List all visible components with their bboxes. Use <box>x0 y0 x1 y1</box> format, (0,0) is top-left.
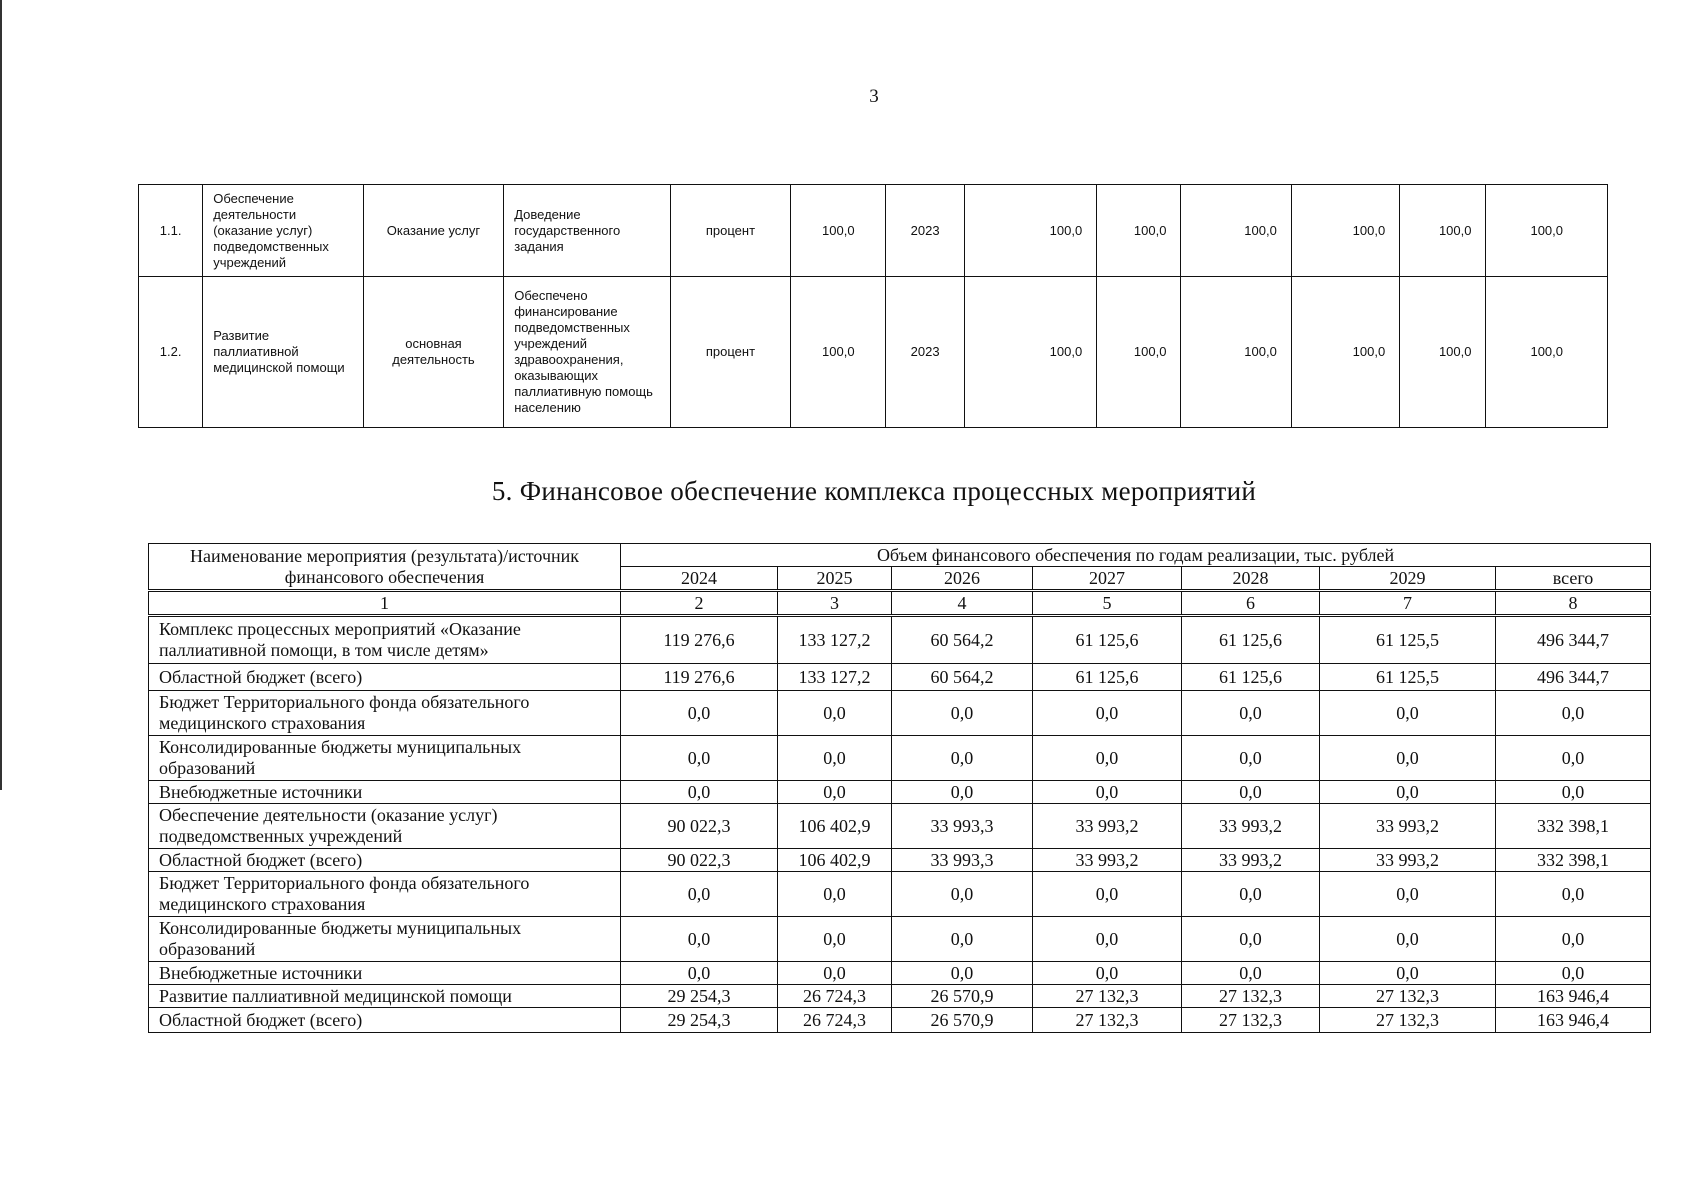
indicator-name: Обеспечение деятельности (оказание услуг) подведомственных учреждений <box>203 185 364 277</box>
value-2029: 100,0 <box>1486 185 1608 277</box>
value-year: 0,0 <box>621 962 778 985</box>
value-total: 0,0 <box>1496 917 1651 962</box>
table-row <box>149 736 1651 781</box>
base-year: 2023 <box>886 185 964 277</box>
source-name: Областной бюджет (всего) <box>149 849 621 872</box>
value-year: 0,0 <box>1033 736 1182 781</box>
finance-table <box>148 543 1651 1033</box>
indicator-result: Обеспечено финансирование подведомственных учреждений здравоохранения, оказывающих паллиативную помощь населению <box>504 277 671 428</box>
header-year: 2029 <box>1320 567 1496 591</box>
value-2026: 100,0 <box>1181 277 1291 428</box>
value-year: 0,0 <box>1182 917 1320 962</box>
value-total: 496 344,7 <box>1496 664 1651 691</box>
value-year: 61 125,6 <box>1182 664 1320 691</box>
base-value: 100,0 <box>791 185 886 277</box>
value-total: 163 946,4 <box>1496 1008 1651 1033</box>
value-year: 90 022,3 <box>621 804 778 849</box>
value-year: 0,0 <box>621 736 778 781</box>
table-row <box>149 781 1651 804</box>
indicator-result: Доведение государственного задания <box>504 185 671 277</box>
value-total: 0,0 <box>1496 691 1651 736</box>
value-year: 0,0 <box>1182 691 1320 736</box>
source-name: Бюджет Территориального фонда обязательного медицинского страхования <box>149 872 621 917</box>
value-2028: 100,0 <box>1400 277 1486 428</box>
value-year: 26 570,9 <box>892 985 1033 1008</box>
header-volume: Объем финансового обеспечения по годам реализации, тыс. рублей <box>621 544 1651 567</box>
finance-table-body <box>149 616 1651 1033</box>
value-year: 33 993,3 <box>892 804 1033 849</box>
value-2024: 100,0 <box>964 277 1096 428</box>
table-row <box>139 277 1608 428</box>
value-2024: 100,0 <box>964 185 1096 277</box>
value-year: 27 132,3 <box>1033 1008 1182 1033</box>
value-year: 0,0 <box>892 872 1033 917</box>
value-year: 29 254,3 <box>621 1008 778 1033</box>
header-year: 2026 <box>892 567 1033 591</box>
header-total: всего <box>1496 567 1651 591</box>
value-year: 90 022,3 <box>621 849 778 872</box>
table-row <box>149 962 1651 985</box>
base-year: 2023 <box>886 277 964 428</box>
column-index: 4 <box>892 591 1033 616</box>
indicator-unit: процент <box>670 277 790 428</box>
value-year: 33 993,2 <box>1320 804 1496 849</box>
value-year: 0,0 <box>621 691 778 736</box>
value-year: 60 564,2 <box>892 616 1033 664</box>
source-name: Развитие паллиативной медицинской помощи <box>149 985 621 1008</box>
source-name: Областной бюджет (всего) <box>149 1008 621 1033</box>
value-year: 0,0 <box>1033 962 1182 985</box>
value-year: 0,0 <box>778 917 892 962</box>
source-name: Обеспечение деятельности (оказание услуг) подведомственных учреждений <box>149 804 621 849</box>
value-year: 61 125,6 <box>1033 616 1182 664</box>
page-number: 3 <box>869 86 879 107</box>
indicator-table <box>138 184 1608 428</box>
value-2027: 100,0 <box>1291 277 1399 428</box>
value-year: 0,0 <box>1182 872 1320 917</box>
value-year: 33 993,3 <box>892 849 1033 872</box>
value-year: 0,0 <box>778 962 892 985</box>
value-year: 133 127,2 <box>778 664 892 691</box>
value-year: 0,0 <box>1320 736 1496 781</box>
header-name-column: Наименование мероприятия (результата)/источник финансового обеспечения <box>149 544 621 591</box>
value-year: 0,0 <box>778 736 892 781</box>
value-year: 0,0 <box>892 781 1033 804</box>
value-year: 27 132,3 <box>1033 985 1182 1008</box>
value-year: 29 254,3 <box>621 985 778 1008</box>
value-year: 33 993,2 <box>1033 804 1182 849</box>
source-name: Внебюджетные источники <box>149 962 621 985</box>
value-year: 106 402,9 <box>778 849 892 872</box>
value-total: 0,0 <box>1496 872 1651 917</box>
table-row <box>149 804 1651 849</box>
value-year: 27 132,3 <box>1320 1008 1496 1033</box>
value-year: 26 724,3 <box>778 985 892 1008</box>
column-index: 5 <box>1033 591 1182 616</box>
value-year: 0,0 <box>1320 962 1496 985</box>
value-year: 33 993,2 <box>1182 804 1320 849</box>
value-year: 0,0 <box>1033 917 1182 962</box>
value-2025: 100,0 <box>1097 185 1181 277</box>
value-year: 33 993,2 <box>1320 849 1496 872</box>
column-index: 3 <box>778 591 892 616</box>
table-row <box>149 872 1651 917</box>
value-year: 26 570,9 <box>892 1008 1033 1033</box>
table-row <box>149 664 1651 691</box>
table-row <box>139 185 1608 277</box>
value-year: 60 564,2 <box>892 664 1033 691</box>
value-year: 33 993,2 <box>1182 849 1320 872</box>
header-year: 2028 <box>1182 567 1320 591</box>
value-year: 33 993,2 <box>1033 849 1182 872</box>
table-row <box>149 849 1651 872</box>
value-year: 0,0 <box>1320 917 1496 962</box>
value-year: 0,0 <box>1182 781 1320 804</box>
value-year: 0,0 <box>778 781 892 804</box>
row-number: 1.2. <box>139 277 203 428</box>
column-index: 1 <box>149 591 621 616</box>
source-name: Консолидированные бюджеты муниципальных образований <box>149 917 621 962</box>
value-2028: 100,0 <box>1400 185 1486 277</box>
value-year: 0,0 <box>778 691 892 736</box>
scan-edge-line <box>0 0 2 790</box>
value-year: 61 125,6 <box>1033 664 1182 691</box>
value-year: 0,0 <box>892 962 1033 985</box>
value-year: 61 125,6 <box>1182 616 1320 664</box>
column-index: 6 <box>1182 591 1320 616</box>
value-year: 0,0 <box>892 917 1033 962</box>
indicator-unit: процент <box>670 185 790 277</box>
column-index-row <box>149 591 1651 616</box>
indicator-type: основная деятельность <box>363 277 503 428</box>
column-index: 2 <box>621 591 778 616</box>
value-total: 496 344,7 <box>1496 616 1651 664</box>
column-index: 8 <box>1496 591 1651 616</box>
value-year: 27 132,3 <box>1320 985 1496 1008</box>
value-year: 0,0 <box>778 872 892 917</box>
value-year: 0,0 <box>1320 691 1496 736</box>
value-year: 119 276,6 <box>621 616 778 664</box>
indicator-name: Развитие паллиативной медицинской помощи <box>203 277 364 428</box>
table-row <box>149 1008 1651 1033</box>
value-year: 133 127,2 <box>778 616 892 664</box>
value-2027: 100,0 <box>1291 185 1399 277</box>
value-year: 0,0 <box>1033 781 1182 804</box>
header-year: 2025 <box>778 567 892 591</box>
value-year: 0,0 <box>892 691 1033 736</box>
value-year: 0,0 <box>1320 872 1496 917</box>
source-name: Внебюджетные источники <box>149 781 621 804</box>
table-row <box>149 691 1651 736</box>
value-year: 61 125,5 <box>1320 664 1496 691</box>
value-year: 0,0 <box>621 917 778 962</box>
value-year: 0,0 <box>621 872 778 917</box>
value-2029: 100,0 <box>1486 277 1608 428</box>
value-year: 27 132,3 <box>1182 1008 1320 1033</box>
header-year: 2024 <box>621 567 778 591</box>
indicator-type: Оказание услуг <box>363 185 503 277</box>
value-year: 0,0 <box>1182 962 1320 985</box>
table-row <box>149 616 1651 664</box>
source-name: Бюджет Территориального фонда обязательного медицинского страхования <box>149 691 621 736</box>
section-title: 5. Финансовое обеспечение комплекса процессных мероприятий <box>491 476 1257 506</box>
value-year: 0,0 <box>1033 872 1182 917</box>
value-total: 332 398,1 <box>1496 804 1651 849</box>
value-total: 0,0 <box>1496 736 1651 781</box>
value-year: 0,0 <box>1182 736 1320 781</box>
value-total: 0,0 <box>1496 781 1651 804</box>
value-total: 163 946,4 <box>1496 985 1651 1008</box>
table-row <box>149 917 1651 962</box>
table-row <box>149 985 1651 1008</box>
value-year: 0,0 <box>1033 691 1182 736</box>
value-year: 0,0 <box>621 781 778 804</box>
base-value: 100,0 <box>791 277 886 428</box>
value-2026: 100,0 <box>1181 185 1291 277</box>
source-name: Комплекс процессных мероприятий «Оказание паллиативной помощи, в том числе детям» <box>149 616 621 664</box>
value-total: 332 398,1 <box>1496 849 1651 872</box>
value-year: 26 724,3 <box>778 1008 892 1033</box>
header-year: 2027 <box>1033 567 1182 591</box>
value-year: 0,0 <box>892 736 1033 781</box>
source-name: Областной бюджет (всего) <box>149 664 621 691</box>
value-year: 0,0 <box>1320 781 1496 804</box>
column-index: 7 <box>1320 591 1496 616</box>
value-year: 61 125,5 <box>1320 616 1496 664</box>
value-total: 0,0 <box>1496 962 1651 985</box>
value-year: 27 132,3 <box>1182 985 1320 1008</box>
value-2025: 100,0 <box>1097 277 1181 428</box>
source-name: Консолидированные бюджеты муниципальных образований <box>149 736 621 781</box>
value-year: 119 276,6 <box>621 664 778 691</box>
header-row <box>149 544 1651 567</box>
value-year: 106 402,9 <box>778 804 892 849</box>
row-number: 1.1. <box>139 185 203 277</box>
